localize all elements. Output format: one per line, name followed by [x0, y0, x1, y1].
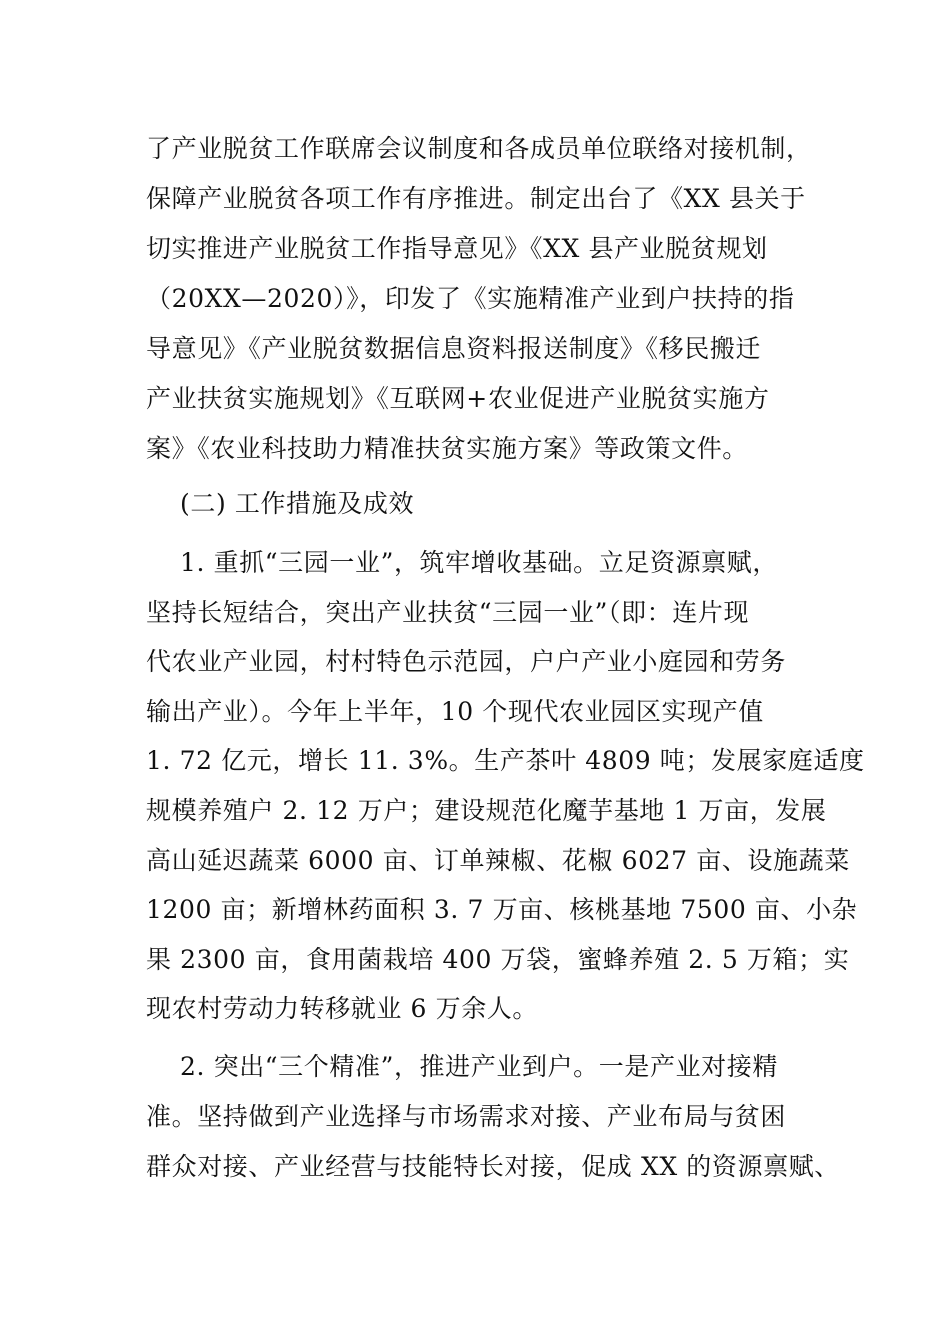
- paragraph-line: 果 2300 亩，食用菌栽培 400 万袋，蜜蜂养殖 2. 5 万箱；实: [146, 945, 850, 974]
- paragraph-line: 案》《农业科技助力精准扶贫实施方案》等政策文件。: [146, 434, 748, 463]
- paragraph-line: 切实推进产业脱贫工作指导意见》《XX 县产业脱贫规划: [146, 234, 768, 263]
- paragraph-line: 现农村劳动力转移就业 6 万余人。: [146, 994, 539, 1023]
- paragraph-line: 输出产业）。今年上半年，10 个现代农业园区实现产值: [146, 697, 764, 726]
- paragraph-line: （20XX—2020）》，印发了《实施精准产业到户扶持的指: [146, 284, 795, 313]
- paragraph-line: 保障产业脱贫各项工作有序推进。制定出台了《XX 县关于: [146, 184, 806, 213]
- paragraph-line: 高山延迟蔬菜 6000 亩、订单辣椒、花椒 6027 亩、设施蔬菜: [146, 846, 850, 875]
- paragraph-line: 准。坚持做到产业选择与市场需求对接、产业布局与贫困: [146, 1102, 787, 1131]
- section-heading: (二) 工作措施及成效: [180, 489, 415, 518]
- paragraph-line: 导意见》《产业脱贫数据信息资料报送制度》《移民搬迁: [146, 334, 762, 363]
- paragraph-line: 群众对接、产业经营与技能特长对接，促成 XX 的资源禀赋、: [146, 1152, 840, 1181]
- paragraph-line: 2. 突出“三个精准”，推进产业到户。一是产业对接精: [180, 1052, 778, 1081]
- paragraph-line: 1200 亩；新增林药面积 3. 7 万亩、核桃基地 7500 亩、小杂: [146, 895, 858, 924]
- paragraph-line: 1. 重抓“三园一业”，筑牢增收基础。立足资源禀赋，: [180, 548, 778, 577]
- paragraph-line: 规模养殖户 2. 12 万户；建设规范化魔芋基地 1 万亩，发展: [146, 796, 827, 825]
- paragraph-line: 1. 72 亿元，增长 11. 3%。生产茶叶 4809 吨；发展家庭适度: [146, 746, 865, 775]
- paragraph-line: 了产业脱贫工作联席会议制度和各成员单位联络对接机制，: [146, 134, 812, 163]
- paragraph-line: 代农业产业园，村村特色示范园，户户产业小庭园和劳务: [146, 647, 787, 676]
- paragraph-line: 产业扶贫实施规划》《互联网+农业促进产业脱贫实施方: [146, 384, 770, 413]
- paragraph-line: 坚持长短结合，突出产业扶贫“三园一业”（即：连片现: [146, 598, 750, 627]
